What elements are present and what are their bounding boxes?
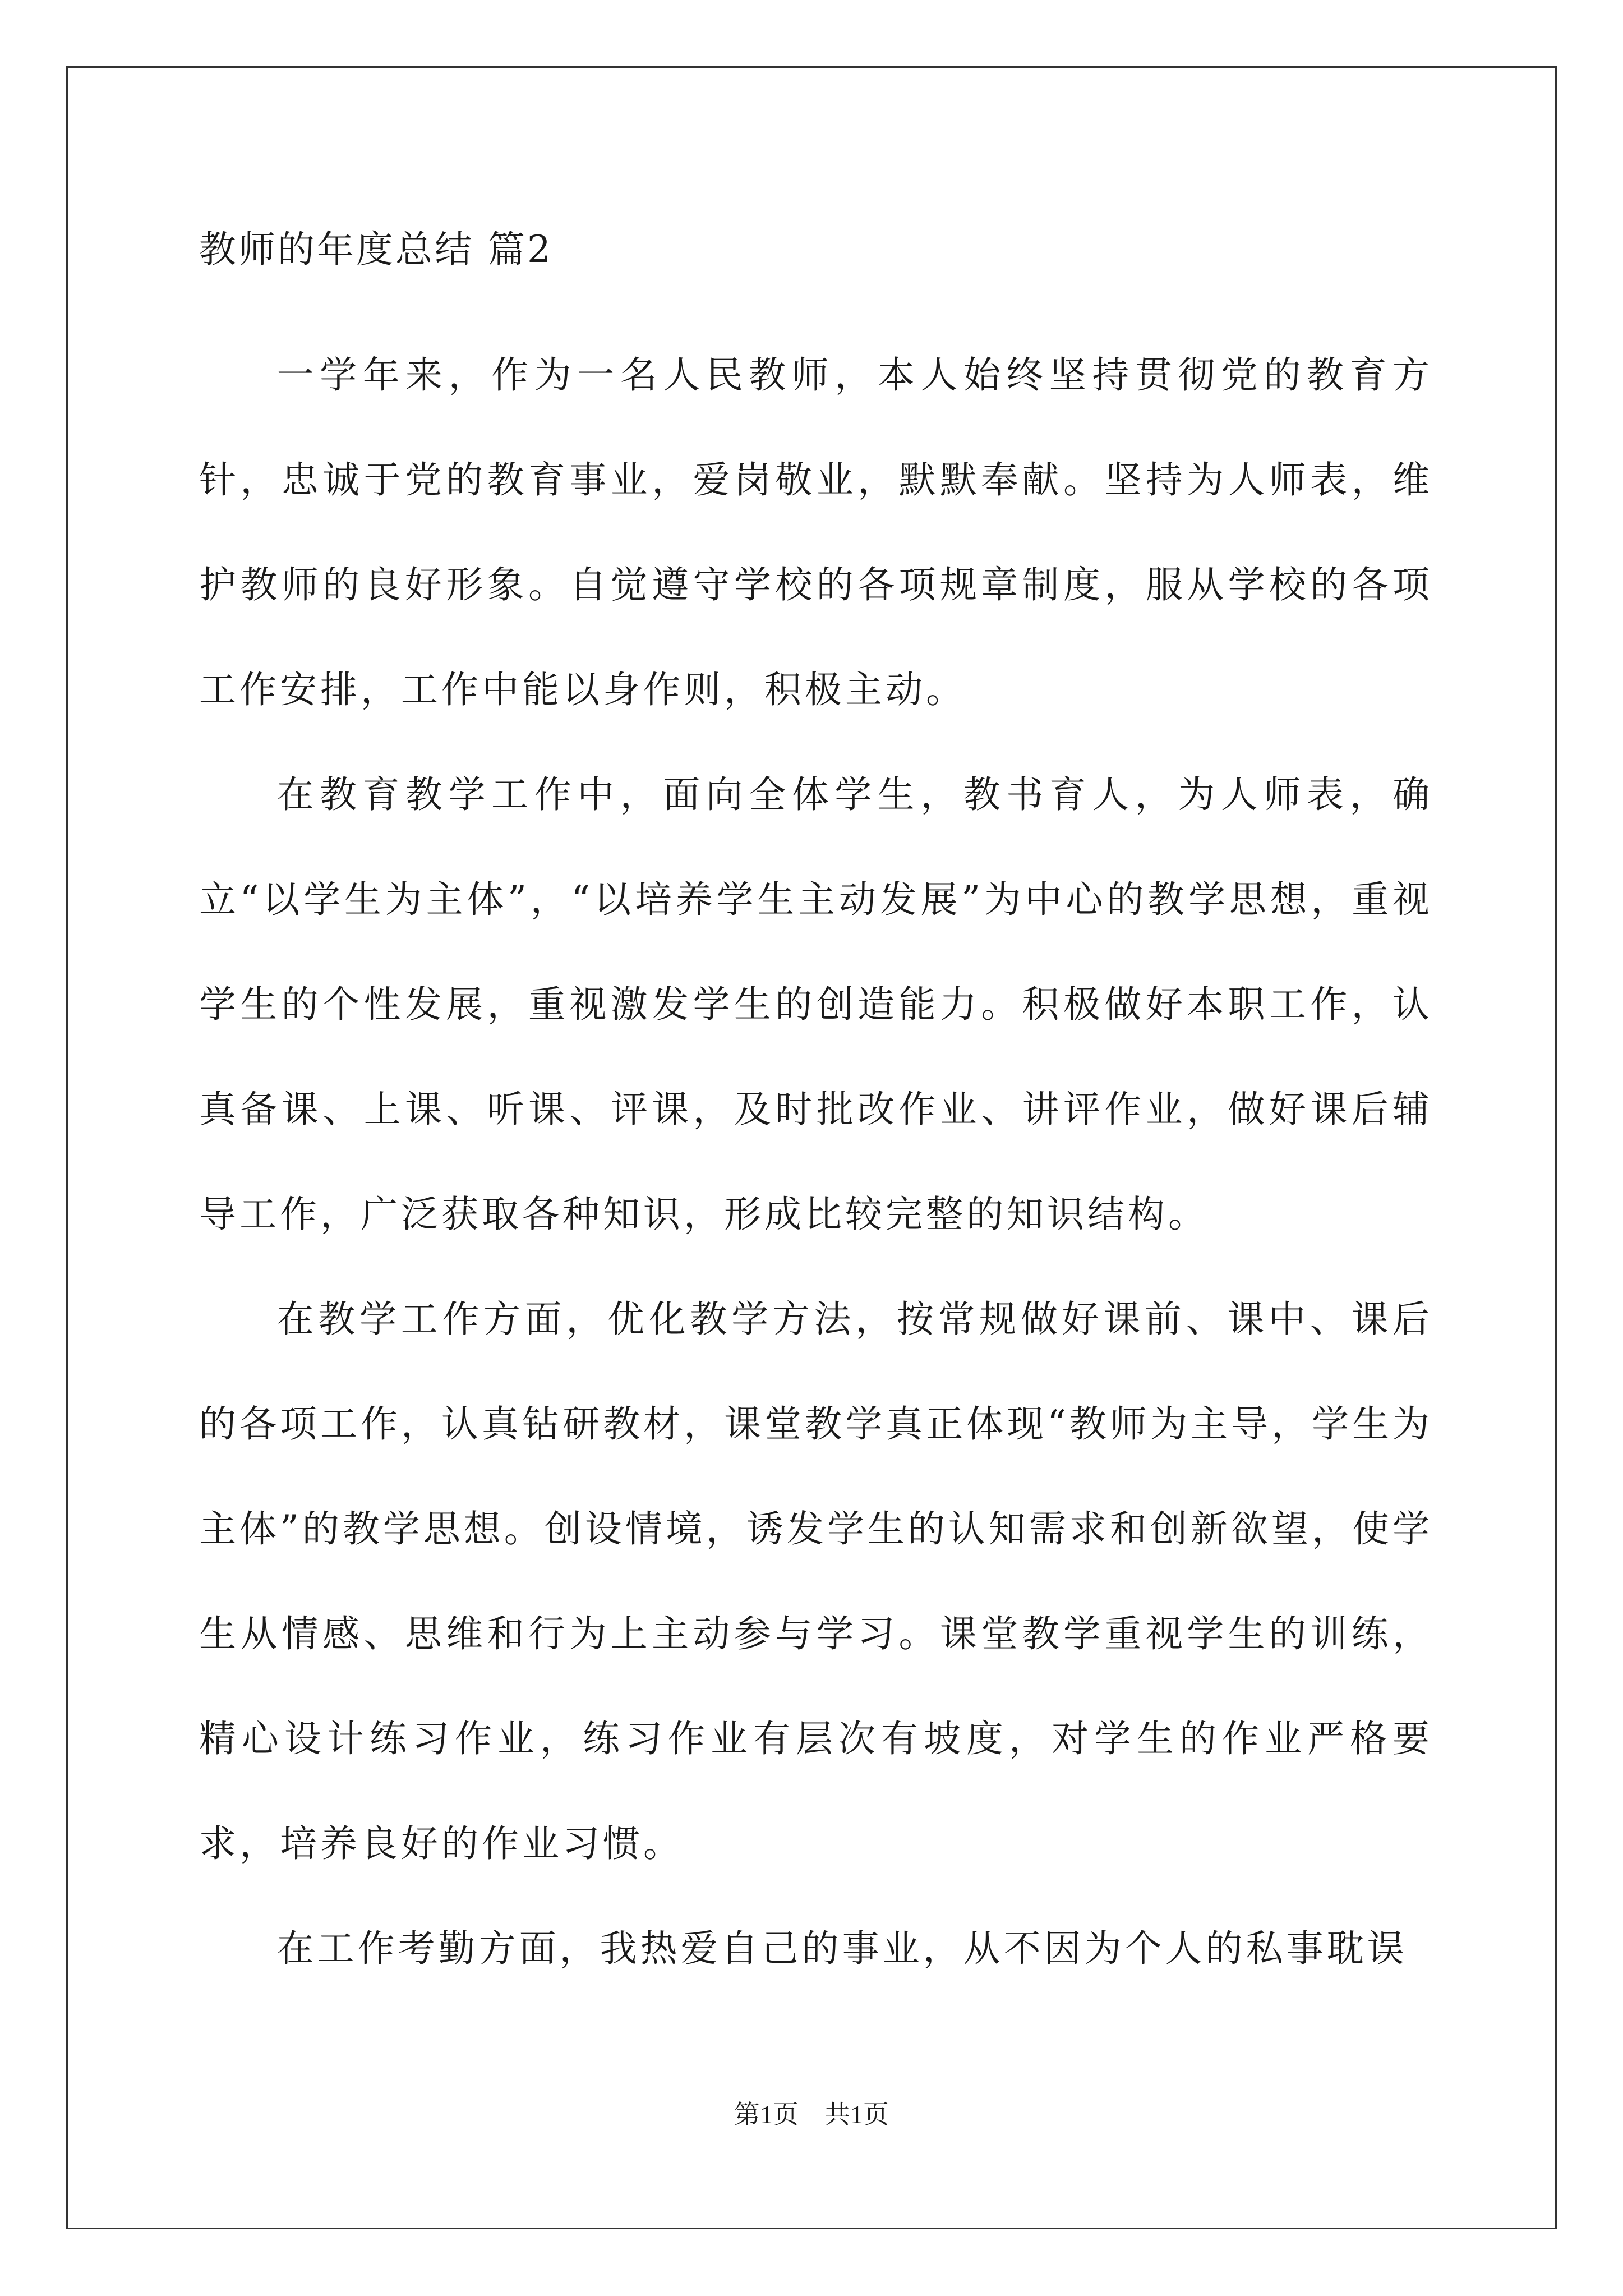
paragraph-4: 在工作考勤方面，我热爱自己的事业，从不因为个人的私事耽误 bbox=[276, 1927, 1408, 1970]
paragraph-3: 在教学工作方面，优化教学方法，按常规做好课前、课中、课后的各项工作，认真钻研教材，课堂教学真正体现“教师为主导，学生为主体”的教学思想。创设情境，诱发学生的认知需求和创新欲望，使学生从情感、思维和行为上主动参与学习。课堂教学重视学生的训练，精心设计练习作业，练习作业有层次有坡度，对学生的作业严格要求，培养良好的作业习惯。 bbox=[199, 1297, 1433, 1865]
paragraph-2: 在教育教学工作中，面向全体学生，教书育人，为人师表，确立“以学生为主体”，“以培养学生主动发展”为中心的教学思想，重视学生的个性发展，重视激发学生的创造能力。积极做好本职工作，认真备课、上课、听课、评课，及时批改作业、讲评作业，做好课后辅导工作，广泛获取各种知识，形成比较完整的知识结构。 bbox=[199, 773, 1433, 1236]
document-title: 教师的年度总结 篇2 bbox=[199, 228, 553, 271]
page-footer: 第1页 共1页 bbox=[734, 2100, 889, 2129]
document-body bbox=[199, 224, 1433, 2001]
paragraph-1: 一学年来，作为一名人民教师，本人始终坚持贯彻党的教育方针，忠诚于党的教育事业，爱岗敬业，默默奉献。坚持为人师表，维护教师的良好形象。自觉遵守学校的各项规章制度，服从学校的各项工作安排，工作中能以身作则，积极主动。 bbox=[199, 353, 1433, 711]
